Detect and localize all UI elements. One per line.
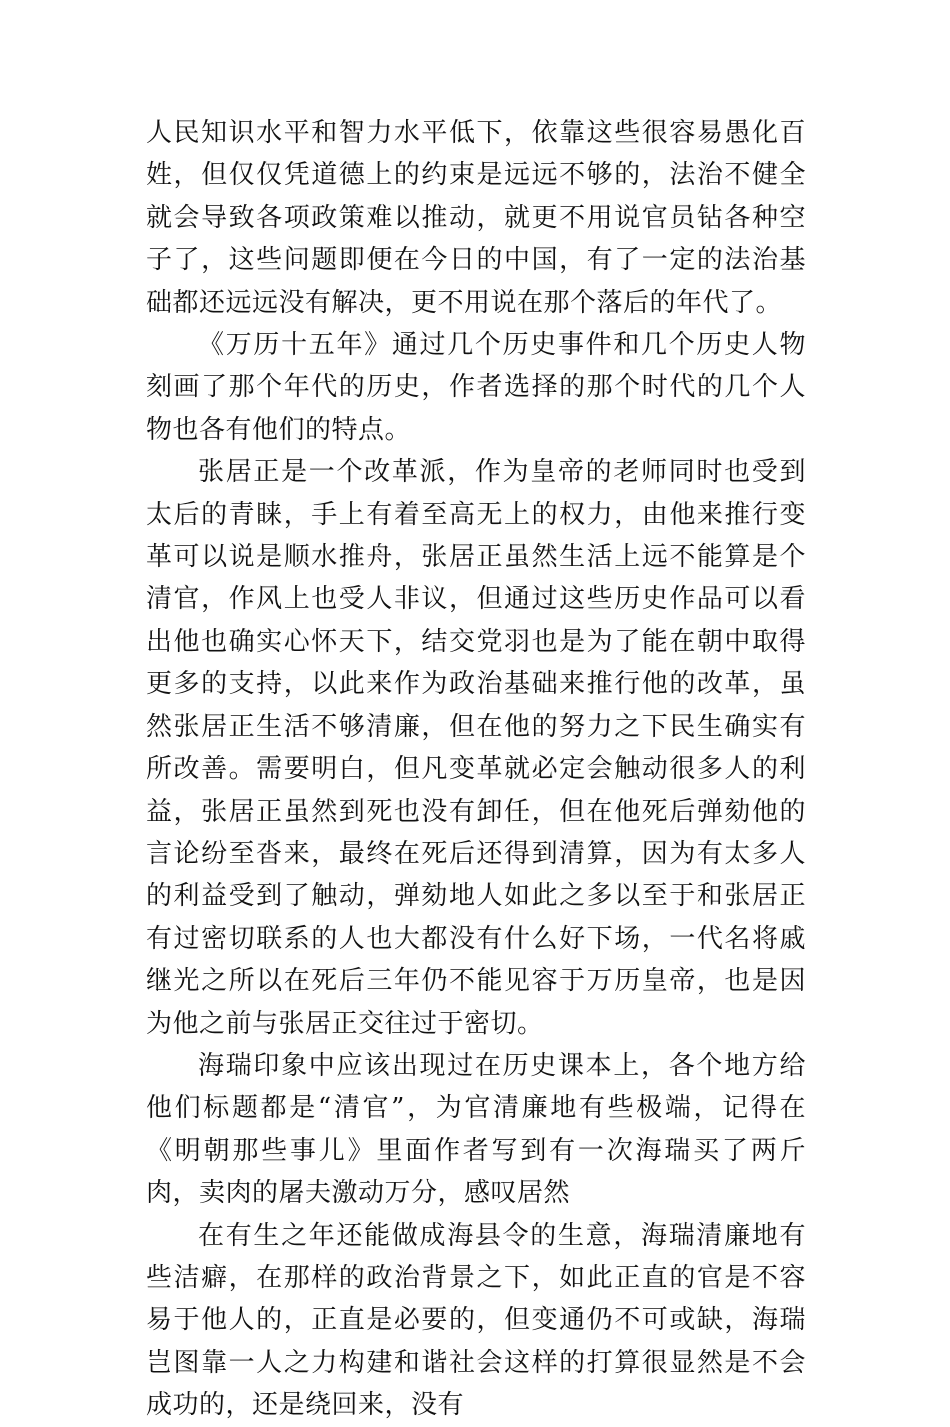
paragraph-4: 海瑞印象中应该出现过在历史课本上，各个地方给他们标题都是“清官”，为官清廉地有些极端，记得在《明朝那些事儿》里面作者写到有一次海瑞买了两斤肉，卖肉的屠夫激动万分，感叹居然 xyxy=(146,1050,806,1209)
document-body xyxy=(146,112,806,1427)
paragraph-2: 《万历十五年》通过几个历史事件和几个历史人物刻画了那个年代的历史，作者选择的那个时代的几个人物也各有他们的特点。 xyxy=(146,330,806,445)
paragraph-3: 张居正是一个改革派，作为皇帝的老师同时也受到太后的青睐，手上有着至高无上的权力，由他来推行变革可以说是顺水推舟，张居正虽然生活上远不能算是个清官，作风上也受人非议，但通过这些历史作品可以看出他也确实心怀天下，结交党羽也是为了能在朝中取得更多的支持，以此来作为政治基础来推行他的改革，虽然张居正生活不够清廉，但在他的努力之下民生确实有所改善。需要明白，但凡变革就必定会触动很多人的利益，张居正虽然到死也没有卸任，但在他死后弹劾他的言论纷至沓来，最终在死后还得到清算，因为有太多人的利益受到了触动，弹劾地人如此之多以至于和张居正有过密切联系的人也大都没有什么好下场，一代名将戚继光之所以在死后三年仍不能见容于万历皇帝，也是因为他之前与张居正交往过于密切。 xyxy=(146,457,806,1039)
paragraph-1: 人民知识水平和智力水平低下，依靠这些很容易愚化百姓，但仅仅凭道德上的约束是远远不够的，法治不健全就会导致各项政策难以推动，就更不用说官员钻各种空子了，这些问题即便在今日的中国，有了一定的法治基础都还远远没有解决，更不用说在那个落后的年代了。 xyxy=(146,118,806,318)
paragraph-5: 在有生之年还能做成海县令的生意，海瑞清廉地有些洁癖，在那样的政治背景之下，如此正直的官是不容易于他人的，正直是必要的，但变通仍不可或缺，海瑞岂图靠一人之力构建和谐社会这样的打算很显然是不会成功的，还是绕回来，没有 xyxy=(146,1220,806,1421)
